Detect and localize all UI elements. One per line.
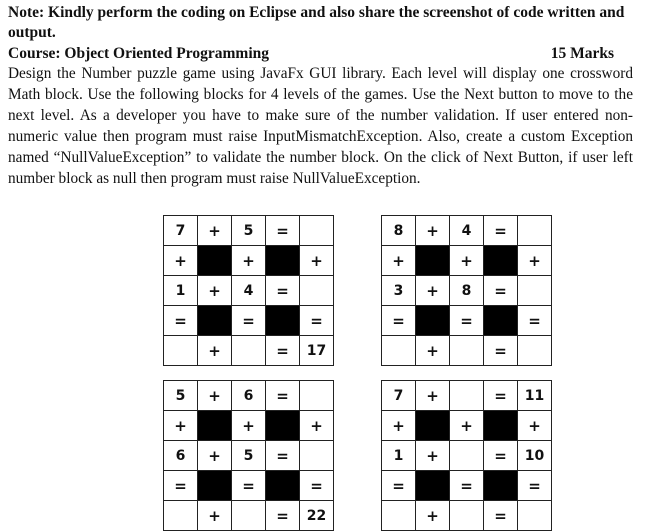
number-cell: 17 — [300, 336, 334, 366]
blocked-cell — [198, 246, 232, 276]
course-title: Course: Object Oriented Programming — [8, 45, 270, 62]
empty-number-cell — [300, 276, 334, 306]
number-cell: 7 — [382, 381, 416, 411]
number-cell: 11 — [518, 381, 552, 411]
blocked-cell — [266, 246, 300, 276]
empty-number-cell — [450, 501, 484, 531]
empty-number-cell — [518, 216, 552, 246]
blocked-cell — [484, 246, 518, 276]
plus-operator-cell: + — [416, 381, 450, 411]
course-marks: 15 Marks — [550, 45, 614, 62]
plus-operator-cell: + — [198, 441, 232, 471]
number-cell: 10 — [518, 441, 552, 471]
empty-number-cell — [450, 381, 484, 411]
plus-operator-cell: + — [198, 276, 232, 306]
equals-cell: = — [266, 441, 300, 471]
number-cell: 1 — [382, 441, 416, 471]
puzzle-grid-level-4 — [381, 380, 552, 531]
plus-operator-cell: + — [232, 411, 266, 441]
equals-cell: = — [484, 276, 518, 306]
number-cell: 5 — [232, 441, 266, 471]
empty-number-cell — [300, 216, 334, 246]
puzzle-grid-level-2 — [381, 215, 552, 366]
number-cell: 4 — [232, 276, 266, 306]
empty-number-cell — [450, 336, 484, 366]
equals-cell: = — [300, 471, 334, 501]
plus-operator-cell: + — [382, 411, 416, 441]
equals-cell: = — [266, 381, 300, 411]
number-cell: 3 — [382, 276, 416, 306]
task-description: Design the Number puzzle game using JavaFx GUI library. Each level will display one crossword Math block. Use the following blocks for 4 levels of the games. Use the Next button to move to the next level. As a developer you have to make sure of the number validation. If user entered non-numeric value then program must raise InputMismatchException. Also, create a custom Exception named “NullValueException” to validate the number block. On the click of Next Button, if user left number block as null then program must raise NullValueException. — [8, 65, 633, 187]
equals-cell: = — [164, 306, 198, 336]
plus-operator-cell: + — [198, 381, 232, 411]
blocked-cell — [416, 246, 450, 276]
equals-cell: = — [518, 471, 552, 501]
empty-number-cell — [382, 501, 416, 531]
blocked-cell — [266, 306, 300, 336]
empty-number-cell — [450, 441, 484, 471]
empty-number-cell — [164, 336, 198, 366]
course-header — [8, 44, 614, 64]
blocked-cell — [416, 471, 450, 501]
equals-cell: = — [484, 501, 518, 531]
plus-operator-cell: + — [300, 246, 334, 276]
plus-operator-cell: + — [416, 276, 450, 306]
empty-number-cell — [382, 336, 416, 366]
plus-operator-cell: + — [416, 216, 450, 246]
empty-number-cell — [518, 501, 552, 531]
empty-number-cell — [232, 501, 266, 531]
blocked-cell — [416, 306, 450, 336]
number-cell: 4 — [450, 216, 484, 246]
equals-cell: = — [232, 471, 266, 501]
plus-operator-cell: + — [416, 441, 450, 471]
blocked-cell — [484, 306, 518, 336]
empty-number-cell — [518, 276, 552, 306]
number-cell: 8 — [450, 276, 484, 306]
equals-cell: = — [484, 381, 518, 411]
plus-operator-cell: + — [450, 411, 484, 441]
equals-cell: = — [300, 306, 334, 336]
equals-cell: = — [484, 336, 518, 366]
blocked-cell — [198, 471, 232, 501]
empty-number-cell — [300, 441, 334, 471]
equals-cell: = — [518, 306, 552, 336]
equals-cell: = — [382, 471, 416, 501]
number-cell: 6 — [232, 381, 266, 411]
plus-operator-cell: + — [416, 336, 450, 366]
blocked-cell — [416, 411, 450, 441]
plus-operator-cell: + — [198, 501, 232, 531]
number-cell: 7 — [164, 216, 198, 246]
plus-operator-cell: + — [198, 216, 232, 246]
plus-operator-cell: + — [198, 336, 232, 366]
puzzle-grid-level-1 — [163, 215, 334, 366]
plus-operator-cell: + — [416, 501, 450, 531]
empty-number-cell — [164, 501, 198, 531]
number-cell: 8 — [382, 216, 416, 246]
number-cell: 5 — [164, 381, 198, 411]
empty-number-cell — [300, 381, 334, 411]
equals-cell: = — [484, 216, 518, 246]
empty-number-cell — [518, 336, 552, 366]
number-cell: 1 — [164, 276, 198, 306]
equals-cell: = — [232, 306, 266, 336]
number-cell: 22 — [300, 501, 334, 531]
equals-cell: = — [450, 306, 484, 336]
equals-cell: = — [266, 216, 300, 246]
blocked-cell — [198, 306, 232, 336]
equals-cell: = — [450, 471, 484, 501]
equals-cell: = — [382, 306, 416, 336]
assignment-note: Note: Kindly perform the coding on Eclipse and also share the screenshot of code written and output. — [8, 4, 625, 41]
empty-number-cell — [232, 336, 266, 366]
blocked-cell — [484, 411, 518, 441]
blocked-cell — [266, 471, 300, 501]
number-cell: 6 — [164, 441, 198, 471]
equals-cell: = — [266, 501, 300, 531]
blocked-cell — [266, 411, 300, 441]
equals-cell: = — [164, 471, 198, 501]
plus-operator-cell: + — [518, 411, 552, 441]
plus-operator-cell: + — [164, 246, 198, 276]
equals-cell: = — [484, 441, 518, 471]
plus-operator-cell: + — [382, 246, 416, 276]
plus-operator-cell: + — [232, 246, 266, 276]
equals-cell: = — [266, 276, 300, 306]
plus-operator-cell: + — [450, 246, 484, 276]
plus-operator-cell: + — [164, 411, 198, 441]
blocked-cell — [198, 411, 232, 441]
puzzle-grid-level-3 — [163, 380, 334, 531]
equals-cell: = — [266, 336, 300, 366]
blocked-cell — [484, 471, 518, 501]
number-cell: 5 — [232, 216, 266, 246]
plus-operator-cell: + — [300, 411, 334, 441]
plus-operator-cell: + — [518, 246, 552, 276]
